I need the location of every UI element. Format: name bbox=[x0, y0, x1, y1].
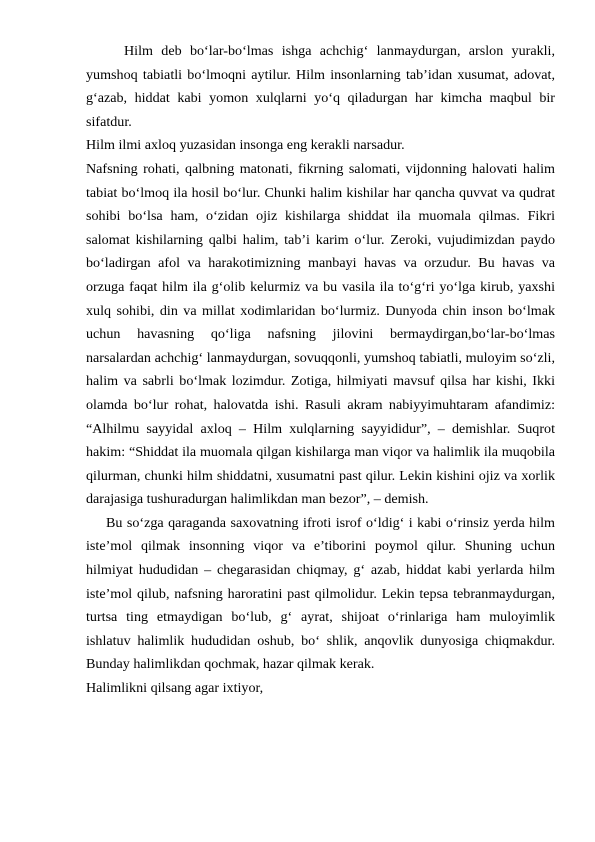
paragraph-nafsning-rohati: Nafsning rohati, qalbning matonati, fikrning salomati, vijdonning halovati halim tabiat bo‘lmoq ila hosil bo‘lur. Chunki halim kishilar har qancha quvvat va qudrat sohibi bo‘lsa ham, o‘zidan ojiz kishilarga shiddat ila muomala qilmas. Fikri salomat kishilarning qalbi halim, tab’i karim o‘lur. Zeroki, vujudimizdan paydo bo‘ladirgan afol va harakotimizning manbayi havas va orzudur. Bu havas va orzuga faqat hilm ila g‘olib kelurmiz va bu vasila ila to‘g‘ri yo‘lga kirub, yaxshi xulq sohibi, din va millat xodimlaridan bo‘lurmiz. Dunyoda chin inson bo‘lmak uchun havasning qo‘liga nafsning jilovini bermaydirgan,bo‘lar-bo‘lmas narsalardan achchig‘ lanmaydurgan, sovuqqonli, yumshoq tabiatli, muloyim so‘zli, halim va sabrli bo‘lmak lozimdur. Zotiga, hilmiyati mavsuf qilsa har kishi, Ikki olamda bo‘lur rohat, halovatda ishi. Rasuli akram nabiyyimuhtaram afandimiz: “Alhilmu sayyidal axloq – Hilm xulqlarning sayyididur”, – demishlar. Suqrot hakim: “Shiddat ila muomala qilgan kishilarga man viqor va halimlik ila muqobila qilurman, chunki hilm shiddatni, xusumatni past qilur. Lekin kishini ojiz va xorlik darajasiga tushuradurgan halimlikdan man bezor”, – demish. bbox=[86, 160, 555, 508]
paragraph-hilm-science: Hilm ilmi axloq yuzasidan insonga eng kerakli narsadur. bbox=[86, 137, 405, 154]
document-page bbox=[86, 40, 555, 701]
paragraph-hilm-definition: Hilm deb bo‘lar-bo‘lmas ishga achchig‘ lanmaydurgan, arslon yurakli, yumshoq tabiatli bo‘lmoqni aytilur. Hilm insonlarning tab’idan xusumat, adovat, g‘azab, hiddat kabi yomon xulqlarni yo‘q qiladurgan har kimcha maqbul bir sifatdur. bbox=[86, 43, 555, 130]
paragraph-saxovat: Bu so‘zga qaraganda saxovatning ifroti isrof o‘ldig‘ i kabi o‘rinsiz yerda hilm iste’mol qilmak insonning viqor va e’tiborini poymol qilur. Shuning uchun hilmiyat hududidan – chegarasidan chiqmay, g‘ azab, hiddat kabi yerlarda hilm iste’mol qilub, nafsning haroratini past qilmolidur. Lekin tepsa tebranmaydurgan, turtsa ting etmaydigan bo‘lub, g‘ ayrat, shijoat o‘rinlariga ham muloyimlik ishlatuv halimlik hududidan oshub, bo‘ shlik, anqovlik dunyosiga chiqmakdur. Bunday halimlikdan qochmak, hazar qilmak kerak. bbox=[86, 514, 555, 673]
paragraph-verse-line: Halimlikni qilsang agar ixtiyor, bbox=[86, 680, 264, 697]
